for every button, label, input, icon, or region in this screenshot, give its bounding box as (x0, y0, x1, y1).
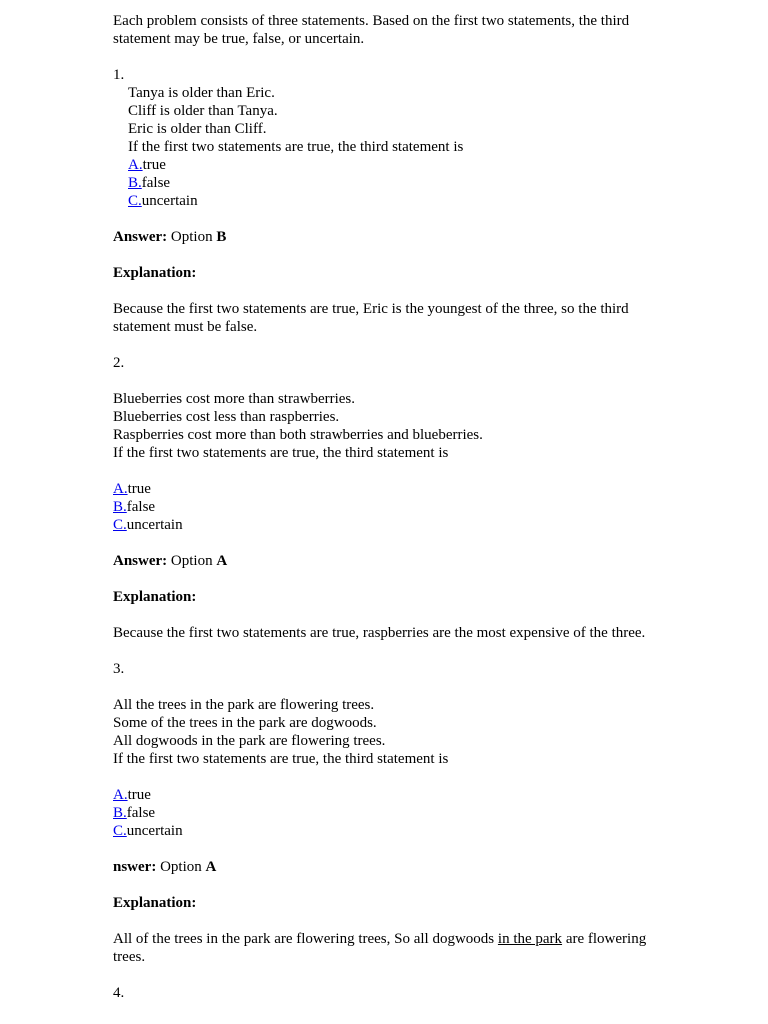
option-b-link[interactable]: B. (113, 499, 127, 515)
option-c-text: uncertain (126, 517, 183, 533)
spacer (113, 876, 658, 894)
explanation-text (113, 930, 658, 966)
explanation-heading (113, 588, 658, 606)
intro-text: Each problem consists of three statements. Based on the first two statements, the third statement may be true, false, or uncertain. (113, 13, 630, 47)
option-a-link[interactable]: A. (128, 157, 143, 173)
answer-value: A (205, 859, 217, 875)
spacer (113, 642, 658, 660)
question-prompt: If the first two statements are true, the third statement is (113, 751, 449, 767)
explanation-text: Because the first two statements are true, Eric is the youngest of the three, so the third statement must be false. (113, 301, 629, 335)
option-a (128, 156, 658, 174)
answer-value: A (216, 553, 228, 569)
explanation-heading (113, 894, 658, 912)
question-number: 4. (113, 985, 125, 1001)
question-number: 1. (113, 67, 125, 83)
spacer (113, 372, 658, 390)
explanation-heading (113, 264, 658, 282)
question-3 (113, 660, 658, 984)
spacer (113, 840, 658, 858)
spacer (113, 678, 658, 696)
question-number: 2. (113, 355, 125, 371)
option-b-text: false (126, 499, 156, 515)
explanation-label: Explanation: (113, 265, 197, 281)
answer-line (113, 228, 658, 246)
option-c-link[interactable]: C. (128, 193, 142, 209)
spacer (113, 282, 658, 300)
option-a-text: true (127, 481, 151, 497)
spacer (113, 48, 658, 66)
question-1 (113, 66, 658, 354)
spacer (113, 570, 658, 588)
statement-3: Raspberries cost more than both strawberries and blueberries. (113, 427, 483, 443)
option-a (113, 786, 658, 804)
option-b (113, 498, 658, 516)
spacer (113, 210, 658, 228)
spacer (113, 336, 658, 354)
option-c-link[interactable]: C. (113, 517, 127, 533)
option-b-text: false (126, 805, 156, 821)
spacer (113, 768, 658, 786)
statement-2: Some of the trees in the park are dogwoods. (113, 715, 377, 731)
question-body (113, 84, 658, 210)
option-b-text: false (141, 175, 171, 191)
answer-label: Answer: (113, 229, 168, 245)
option-c-text: uncertain (141, 193, 198, 209)
option-b (113, 804, 658, 822)
option-c (113, 516, 658, 534)
option-a (113, 480, 658, 498)
explanation-part-1: All of the trees in the park are flowering trees, So all dogwoods (113, 931, 498, 947)
statement-1: All the trees in the park are flowering trees. (113, 697, 375, 713)
explanation-label: Explanation: (113, 589, 197, 605)
explanation-text: Because the first two statements are true, raspberries are the most expensive of the three. (113, 625, 646, 641)
answer-line (113, 552, 658, 570)
statement-3: Eric is older than Cliff. (128, 121, 267, 137)
answer-value: B (216, 229, 227, 245)
question-prompt: If the first two statements are true, the third statement is (113, 445, 449, 461)
explanation-label: Explanation: (113, 895, 197, 911)
option-a-link[interactable]: A. (113, 787, 128, 803)
option-b (128, 174, 658, 192)
answer-line (113, 858, 658, 876)
document-page (113, 12, 658, 1002)
statement-3: All dogwoods in the park are flowering trees. (113, 733, 386, 749)
option-c-link[interactable]: C. (113, 823, 127, 839)
option-a-text: true (142, 157, 166, 173)
option-b-link[interactable]: B. (128, 175, 142, 191)
statement-2: Cliff is older than Tanya. (128, 103, 278, 119)
option-c (113, 822, 658, 840)
option-b-link[interactable]: B. (113, 805, 127, 821)
option-word: Option (170, 229, 213, 245)
spacer (113, 912, 658, 930)
explanation-part-2: are flowering trees. (113, 931, 647, 965)
question-4 (113, 984, 658, 1002)
option-word: Option (170, 553, 213, 569)
spacer (113, 534, 658, 552)
explanation-underlined: in the park (497, 931, 563, 947)
statement-1: Blueberries cost more than strawberries. (113, 391, 355, 407)
spacer (113, 606, 658, 624)
spacer (113, 462, 658, 480)
option-word: Option (160, 859, 202, 875)
spacer (113, 966, 658, 984)
statement-2: Blueberries cost less than raspberries. (113, 409, 340, 425)
spacer (113, 246, 658, 264)
question-prompt: If the first two statements are true, the third statement is (128, 139, 464, 155)
statement-1: Tanya is older than Eric. (128, 85, 275, 101)
option-c-text: uncertain (126, 823, 183, 839)
option-c (128, 192, 658, 210)
option-a-link[interactable]: A. (113, 481, 128, 497)
option-a-text: true (127, 787, 151, 803)
question-2 (113, 354, 658, 660)
answer-label: Answer: (113, 553, 168, 569)
answer-label: nswer: (113, 859, 157, 875)
question-number: 3. (113, 661, 125, 677)
